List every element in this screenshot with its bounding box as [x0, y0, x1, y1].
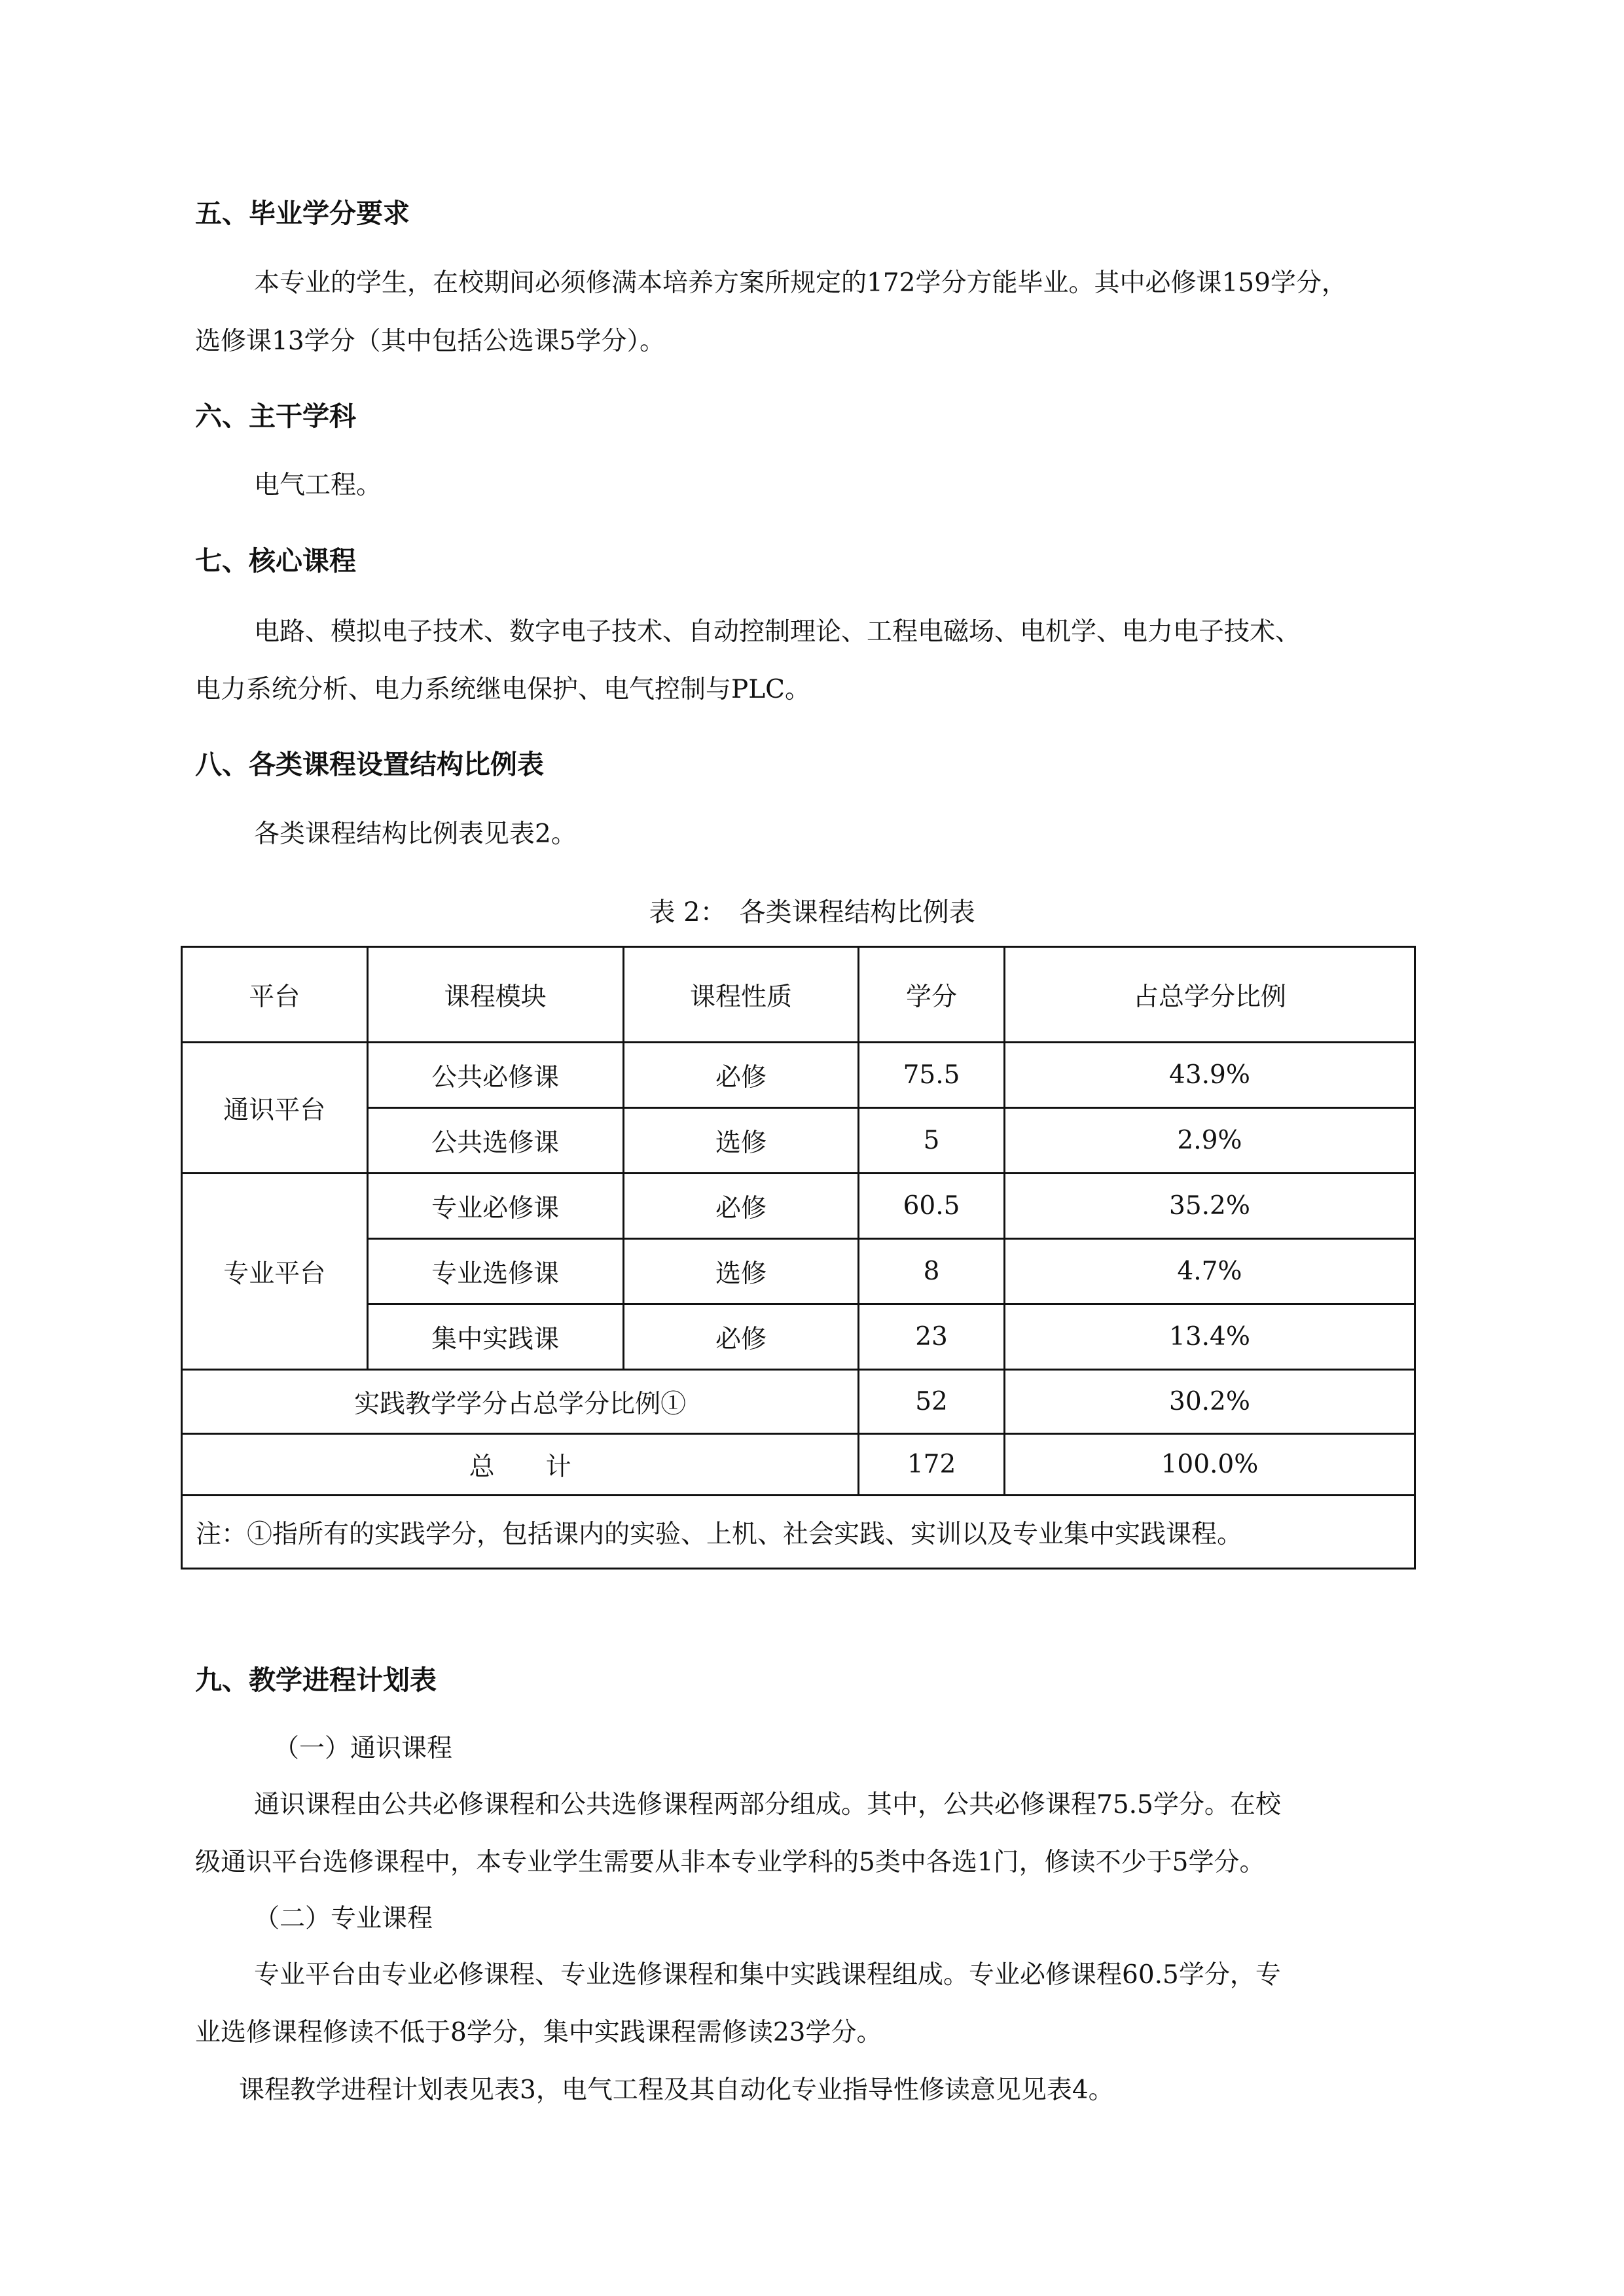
credits-cell: 8 — [859, 1239, 1005, 1304]
subsection-1-line-2: 级通识平台选修课程中，本专业学生需要从非本专业学科的5类中各选1门，修读不少于5学分。 — [195, 1848, 1265, 1877]
table-row — [182, 1239, 1415, 1304]
nature-cell: 选修 — [623, 1108, 858, 1174]
nature-cell: 必修 — [623, 1304, 858, 1370]
section-8-body: 各类课程结构比例表见表2。 — [254, 819, 577, 849]
section-9-heading: 九、教学进程计划表 — [195, 1664, 437, 1696]
ratio-cell: 2.9% — [1004, 1108, 1415, 1174]
header-cell: 学分 — [859, 947, 1005, 1043]
nature-cell: 必修 — [623, 1043, 858, 1108]
section-5-line-2: 选修课13学分（其中包括公选课5学分）。 — [195, 327, 665, 356]
section-9-final-line: 课程教学进程计划表见表3，电气工程及其自动化专业指导性修读意见见表4。 — [239, 2075, 1114, 2105]
section-7-line-1: 电路、模拟电子技术、数字电子技术、自动控制理论、工程电磁场、电机学、电力电子技术、 — [254, 617, 1301, 647]
section-8-heading: 八、各类课程设置结构比例表 — [195, 749, 544, 780]
total-label-cell: 总 计 — [182, 1434, 859, 1496]
table-row — [182, 1174, 1415, 1239]
table-note: 注：①指所有的实践学分，包括课内的实验、上机、社会实践、实训以及专业集中实践课程。 — [182, 1496, 1415, 1569]
ratio-cell: 100.0% — [1004, 1434, 1415, 1496]
subsection-1-title: （一）通识课程 — [274, 1734, 453, 1763]
section-5-line-1: 本专业的学生，在校期间必须修满本培养方案所规定的172学分方能毕业。其中必修课159学分， — [254, 268, 1347, 298]
ratio-cell: 4.7% — [1004, 1239, 1415, 1304]
table-row — [182, 1108, 1415, 1174]
table-row — [182, 1043, 1415, 1108]
section-6-heading: 六、主干学科 — [195, 401, 356, 432]
module-cell: 公共选修课 — [367, 1108, 623, 1174]
credits-cell: 60.5 — [859, 1174, 1005, 1239]
credits-cell: 52 — [859, 1370, 1005, 1434]
nature-cell: 必修 — [623, 1174, 858, 1239]
practice-row — [182, 1370, 1415, 1434]
section-5-heading: 五、毕业学分要求 — [195, 198, 410, 229]
header-cell: 课程性质 — [623, 947, 858, 1043]
ratio-cell: 13.4% — [1004, 1304, 1415, 1370]
credits-cell: 75.5 — [859, 1043, 1005, 1108]
section-7-heading: 七、核心课程 — [195, 545, 356, 577]
header-cell: 占总学分比例 — [1004, 947, 1415, 1043]
note-row — [182, 1496, 1415, 1569]
module-cell: 公共必修课 — [367, 1043, 623, 1108]
header-cell: 平台 — [182, 947, 368, 1043]
subsection-2-line-1: 专业平台由专业必修课程、专业选修课程和集中实践课程组成。专业必修课程60.5学分，专 — [254, 1960, 1281, 1990]
credits-cell: 172 — [859, 1434, 1005, 1496]
ratio-cell: 30.2% — [1004, 1370, 1415, 1434]
platform-cell: 通识平台 — [182, 1043, 368, 1174]
subsection-2-line-2: 业选修课程修读不低于8学分，集中实践课程需修读23学分。 — [195, 2018, 882, 2047]
subsection-1-line-1: 通识课程由公共必修课程和公共选修课程两部分组成。其中，公共必修课程75.5学分。在校 — [254, 1790, 1281, 1820]
table-header-row — [182, 947, 1415, 1043]
credits-cell: 5 — [859, 1108, 1005, 1174]
platform-cell: 专业平台 — [182, 1174, 368, 1370]
header-cell: 课程模块 — [367, 947, 623, 1043]
module-cell: 专业选修课 — [367, 1239, 623, 1304]
module-cell: 专业必修课 — [367, 1174, 623, 1239]
table-row — [182, 1304, 1415, 1370]
practice-label-cell: 实践教学学分占总学分比例① — [182, 1370, 859, 1434]
section-6-body: 电气工程。 — [254, 471, 382, 500]
section-7-line-2: 电力系统分析、电力系统继电保护、电气控制与PLC。 — [195, 675, 810, 704]
nature-cell: 选修 — [623, 1239, 858, 1304]
credits-cell: 23 — [859, 1304, 1005, 1370]
total-row — [182, 1434, 1415, 1496]
table-caption: 表 2： 各类课程结构比例表 — [649, 897, 975, 927]
module-cell: 集中实践课 — [367, 1304, 623, 1370]
subsection-2-title: （二）专业课程 — [254, 1904, 433, 1933]
ratio-cell: 43.9% — [1004, 1043, 1415, 1108]
course-structure-table — [181, 946, 1416, 1570]
ratio-cell: 35.2% — [1004, 1174, 1415, 1239]
